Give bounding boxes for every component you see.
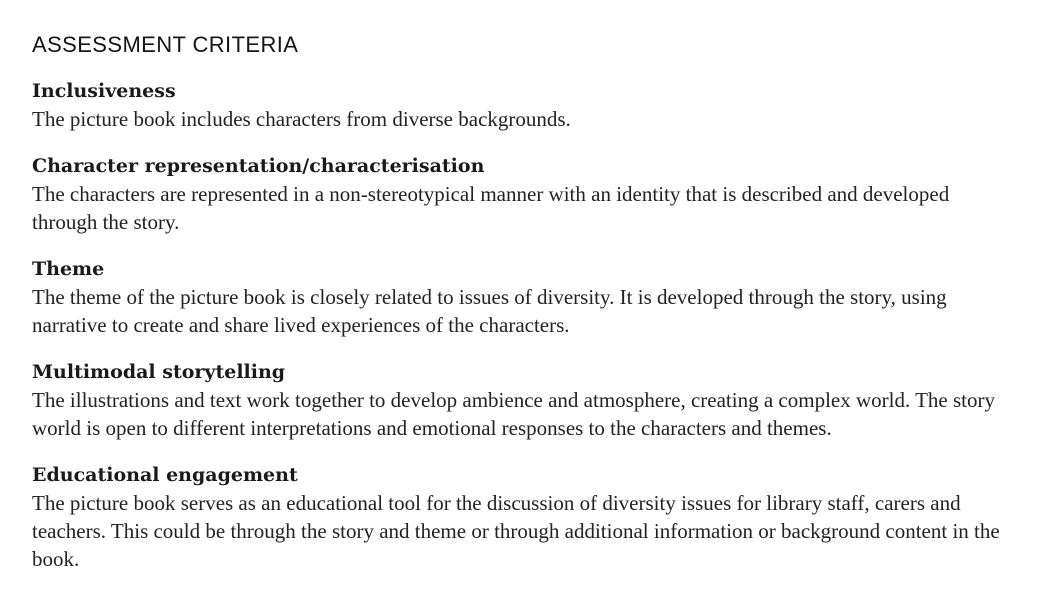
criterion-name: Multimodal storytelling	[32, 361, 286, 383]
criterion-name: Inclusiveness	[32, 80, 176, 102]
criterion-name: Theme	[32, 258, 105, 280]
criterion-description: The theme of the picture book is closely related to issues of diversity. It is developed through the story, using narrative to create and share lived experiences of the characters.	[32, 285, 947, 337]
criterion-name: Character representation/characterisation	[32, 155, 485, 177]
criterion-description: The characters are represented in a non-stereotypical manner with an identity that is described and developed through the story.	[32, 182, 950, 234]
criterion-inclusiveness	[32, 78, 1013, 133]
criterion-description: The illustrations and text work together to develop ambience and atmosphere, creating a complex world. The story world is open to different interpretations and emotional responses to the characters and themes.	[32, 388, 995, 440]
criterion-theme	[32, 256, 1013, 339]
criterion-name: Educational engagement	[32, 464, 298, 486]
criterion-educational-engagement	[32, 462, 1013, 573]
criterion-multimodal-storytelling	[32, 359, 1013, 442]
criterion-description: The picture book serves as an educational tool for the discussion of diversity issues for library staff, carers and teachers. This could be through the story and theme or through additional information or background content in the book.	[32, 491, 1000, 571]
criterion-description: The picture book includes characters from diverse backgrounds.	[32, 107, 571, 131]
page-title: ASSESSMENT CRITERIA	[32, 32, 299, 57]
criterion-character-representation	[32, 153, 1013, 236]
